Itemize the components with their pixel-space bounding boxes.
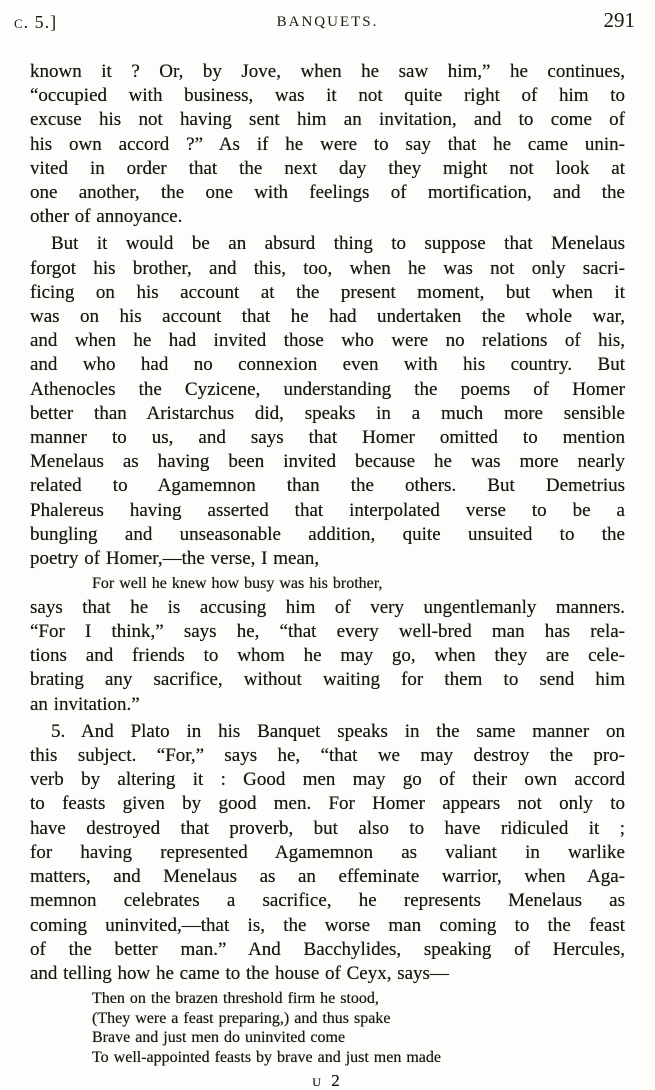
text-line: “For I think,” says he, “that every well-bred man has rela- [30,621,625,643]
text-line: (They were a feast preparing,) and thus spake [92,1009,391,1027]
text-line: Then on the brazen threshold firm he stood, [92,990,379,1008]
text-line: for having represented Agamemnon as valiant in warlike [30,841,625,863]
text-line: tions and friends to whom he may go, when they are cele- [30,645,625,667]
text-line: says that he is accusing him of very ungentlemanly manners. [30,596,625,618]
text-line: and when he had invited those who were no relations of his, [30,330,625,352]
text-line: ficing on his account at the present moment, but when it [30,281,625,303]
verse-quote [30,989,625,1067]
text-line: Athenocles the Cyzicene, understanding the poems of Homer [30,378,625,400]
text-line: For well he knew how busy was his brother, [92,575,383,593]
text-line: coming uninvited,—that is, the worse man coming to the feast [30,914,625,936]
text-line: excuse his not having sent him an invitation, and to come of [30,109,625,131]
text-line: Brave and just men do uninvited come [92,1029,346,1047]
text-line: better than Aristarchus did, speaks in a much more sensible [30,402,625,424]
text-line: of the better man.” And Bacchylides, speaking of Hercules, [30,938,625,960]
text-line: vited in order that the next day they might not look at [30,157,625,179]
text-line: have destroyed that proverb, but also to have ridiculed it ; [30,817,625,839]
text-line: an invitation.” [30,693,140,715]
text-line: known it ? Or, by Jove, when he saw him,” he continues, [30,61,625,82]
text-line: memnon celebrates a sacrifice, he represents Menelaus as [30,890,625,912]
text-line: forgot his brother, and this, too, when he was not only sacri- [30,257,625,279]
text-line: was on his account that he had undertaken the whole war, [30,306,625,328]
page-body [0,44,655,1067]
text-line: manner to us, and says that Homer omitted to mention [30,427,625,449]
text-line: poetry of Homer,—the verse, I mean, [30,548,320,570]
running-title: BANQUETS. [276,14,379,30]
paragraph [30,60,625,229]
text-line: and who had no connexion even with his country. But [30,354,625,376]
text-line: bungling and unseasonable addition, quite unsuited to the [30,523,625,545]
text-line: this subject. “For,” says he, “that we may destroy the pro- [30,745,625,767]
page-number: 291 [603,8,635,32]
text-line: “occupied with business, was it not quite right of him to [30,85,625,107]
text-line: Menelaus as having been invited because he was more nearly [30,451,625,473]
text-line: one another, the one with feelings of mortification, and the [30,182,625,204]
text-line: brating any sacrifice, without waiting for them to send him [30,669,625,691]
text-line: other of annoyance. [30,206,183,228]
text-line: To well-appointed feasts by brave and just men made [92,1048,441,1066]
verse-quote [30,574,625,594]
text-line: But it would be an absurd thing to suppose that Menelaus [51,233,625,255]
text-line: 5. And Plato in his Banquet speaks in the same manner on [51,720,625,742]
text-line: his own accord ?” As if he were to say that he came unin- [30,133,625,155]
text-line: to feasts given by good men. For Homer appears not only to [30,793,625,815]
paragraph [30,720,625,986]
paragraph [30,596,625,717]
signature-mark: u 2 [312,1071,343,1090]
text-line: related to Agamemnon than the others. But Demetrius [30,475,625,497]
text-line: and telling how he came to the house of Ceyx, says— [30,962,449,984]
chapter-marker: c. 5.] [14,12,58,32]
running-head [0,0,655,44]
paragraph [30,232,625,571]
text-line: matters, and Menelaus as an effeminate warrior, when Aga- [30,866,625,888]
text-line: Phalereus having asserted that interpolated verse to be a [30,499,625,521]
text-line: verb by altering it : Good men may go of their own accord [30,769,625,791]
